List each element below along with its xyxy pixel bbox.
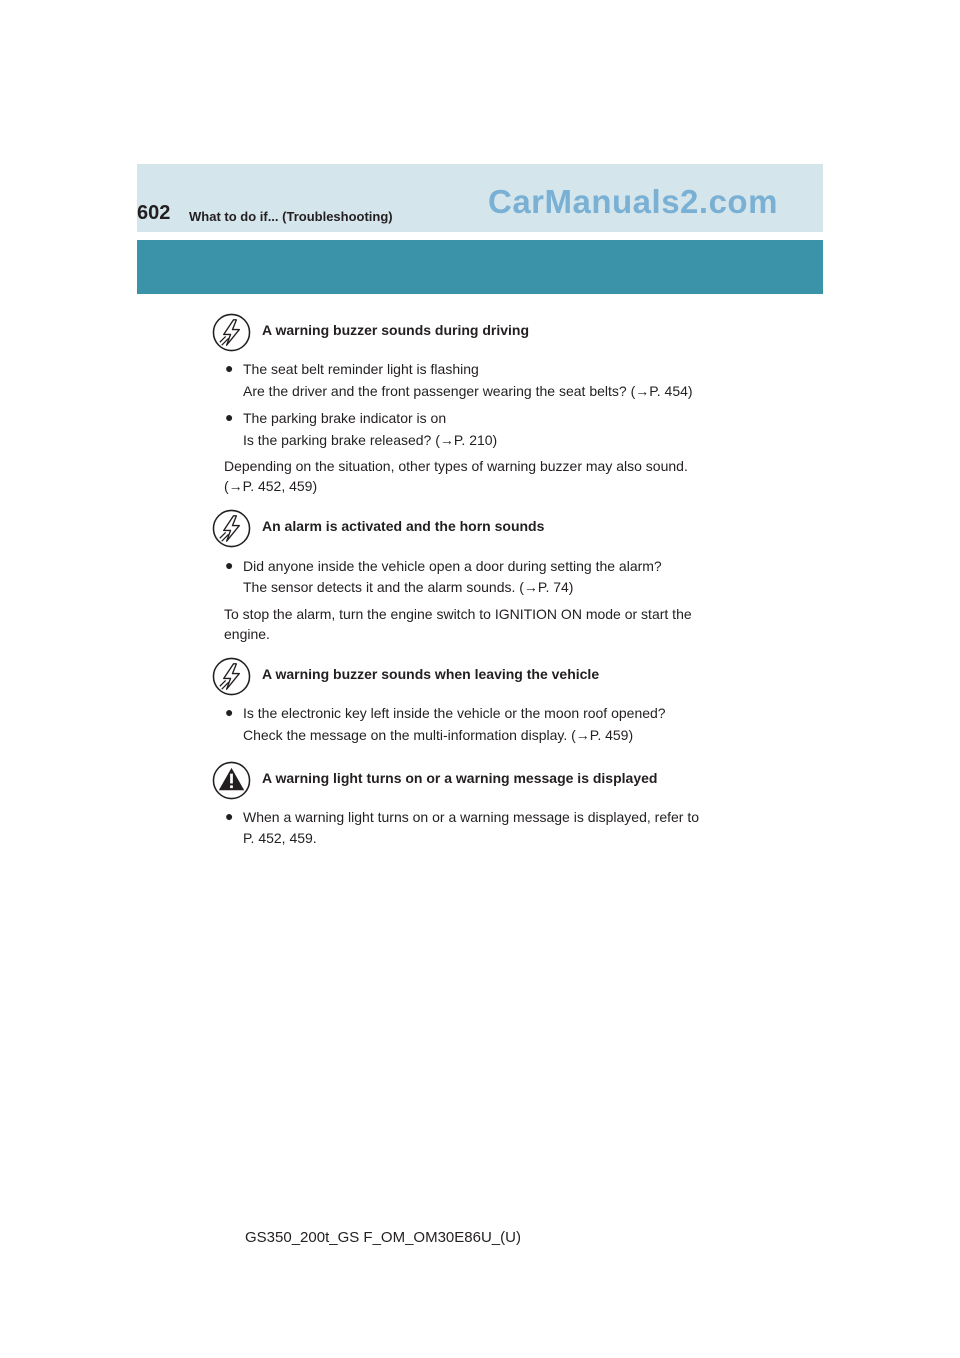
note-line: To stop the alarm, turn the engine switch to IGNITION ON mode or start the (224, 606, 692, 622)
note-line: Depending on the situation, other types of warning buzzer may also sound. (224, 458, 688, 474)
bullet-line: Is the electronic key left inside the vehicle or the moon roof opened? (243, 705, 666, 721)
bullet-line: The sensor detects it and the alarm sounds. (→P. 74) (243, 579, 574, 595)
bullet-line: Check the message on the multi-information display. (→P. 459) (243, 727, 634, 743)
bullet-line: Are the driver and the front passenger wearing the seat belts? (→P. 454) (243, 383, 693, 399)
bullet-icon: ● (225, 704, 234, 720)
section-heading: A warning light turns on or a warning message is displayed (262, 770, 658, 786)
bullet-icon: ● (225, 409, 234, 425)
title-band (137, 240, 823, 294)
bullet-line: Did anyone inside the vehicle open a door during setting the alarm? (243, 558, 662, 574)
caution-triangle-icon (212, 761, 251, 800)
bullet-line: The parking brake indicator is on (243, 410, 447, 426)
bullet-line: P. 452, 459. (243, 830, 317, 846)
bullet-icon: ● (225, 808, 234, 824)
bullet-icon: ● (225, 557, 234, 573)
bullet-line: When a warning light turns on or a warning message is displayed, refer to (243, 809, 700, 825)
section-heading: A warning buzzer sounds during driving (262, 322, 530, 338)
page-number: 602 (137, 202, 171, 224)
bullet-line: The seat belt reminder light is flashing (243, 361, 479, 377)
section-heading: An alarm is activated and the horn sounds (262, 518, 545, 534)
bullet-line: Is the parking brake released? (→P. 210) (243, 432, 498, 448)
section-title: What to do if... (Troubleshooting) (189, 209, 393, 224)
note-line: (→P. 452, 459) (224, 478, 318, 494)
document-code-footer: GS350_200t_GS F_OM_OM30E86U_(U) (245, 1229, 521, 1246)
section-heading: A warning buzzer sounds when leaving the vehicle (262, 666, 600, 682)
bullet-icon: ● (225, 360, 234, 376)
lightning-warning-icon (212, 657, 251, 696)
lightning-warning-icon (212, 509, 251, 548)
watermark[interactable]: CarManuals2.com (488, 183, 778, 220)
note-line: engine. (224, 626, 270, 642)
lightning-warning-icon (212, 313, 251, 352)
